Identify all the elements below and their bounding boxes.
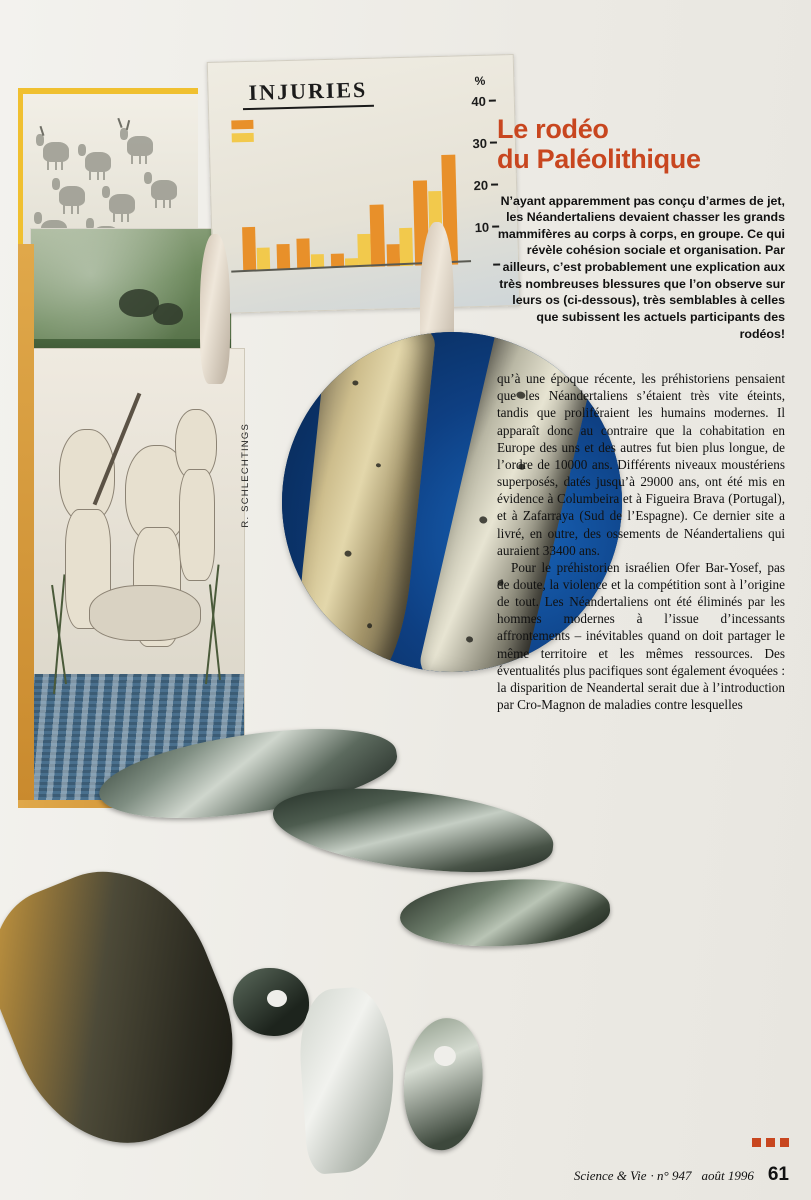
hunters-in-water-engraving	[28, 348, 245, 805]
page-number: 61	[767, 1164, 789, 1185]
injuries-chart	[207, 54, 520, 314]
chart-legend	[231, 120, 254, 147]
page-title	[497, 114, 785, 174]
title-line-1: Le rodéo	[497, 114, 609, 145]
chart-y-axis	[449, 73, 504, 264]
article-paragraph-1: qu’à une époque récente, les préhistoriens pensaient que les Néandertaliens s’étaient très vite éteints, tandis que proliféraient les humains modernes. Il apparaît donc au contraire que la cohabitation en Europe des uns et des autres fut bien plus longue, de l’ordre de 10000 ans. Différents niveaux moustériens superposés, datés jusqu’à 29000 ans, ont été mis en évidence à Columbeira et à Figueira Brava (Portugal), et à Zafarraya (Sud de l’Espagne). Ce dernier site a livré, en outre, des ossements de Néandertaliens qui auraient 33400 ans.	[497, 371, 785, 558]
flint-blade-3	[398, 873, 612, 953]
legend-swatch-orange	[231, 120, 253, 130]
chart-title: INJURIES	[242, 77, 373, 110]
page-footer	[574, 1164, 789, 1186]
pierced-pendant-1	[233, 968, 309, 1036]
flint-blade-2	[269, 777, 557, 882]
bar-orange-6	[370, 204, 386, 266]
bar-orange-1	[242, 227, 256, 270]
legend-swatch-yellow	[232, 133, 254, 143]
continuation-dots	[747, 1134, 789, 1152]
bar-yellow-5	[357, 234, 371, 267]
footer-magazine: Science & Vie	[573, 1168, 647, 1183]
bar-yellow-7	[399, 228, 413, 266]
large-ochre-blade	[0, 842, 263, 1174]
bar-orange-3	[296, 238, 310, 268]
ochre-vertical-bar	[18, 244, 34, 804]
y-tick-label-40: 40	[471, 93, 487, 110]
chart-plot-area	[234, 143, 455, 271]
article-body	[497, 370, 785, 713]
bar-yellow-1	[257, 247, 271, 269]
footer-issue: · n° 947	[650, 1168, 692, 1183]
y-tick-label-20: 20	[473, 177, 489, 194]
y-tick-label-10: 10	[474, 219, 490, 236]
bone-point	[296, 985, 401, 1175]
y-axis-label: %	[474, 73, 486, 89]
y-tick-label-30: 30	[472, 135, 488, 152]
article-column	[497, 96, 785, 713]
footer-date: août 1996	[701, 1168, 754, 1183]
statue-figure-left	[200, 234, 230, 384]
article-paragraph-2: Pour le préhistorien israélien Ofer Bar-Yosef, pas de doute, la violence et la compétition sont à l’origine de tout. Les Néandertaliens ont été éliminés par les hommes modernes à l’issue d’incessants affrontements – inévitables quand on doit partager le même territoire et les mêmes ressources. Des éventualités plus pacifiques sont également évoquées : la disparition de Neandertal serait due à l’introduction par Cro-Magnon de maladies contre lesquelles	[497, 559, 785, 713]
photo-credit: R. SCHLECHTINGS	[240, 423, 251, 528]
title-line-2: du Paléolithique	[497, 144, 701, 175]
standfirst: N’ayant apparemment pas conçu d’armes de jet, les Néandertaliens devaient chasser les grands mammifères au corps à corps, en groupe. Ce qui révèle cohésion sociale et organisation. Par ailleurs, c’est probablement une explication aux très nombreuses blessures que l’on observe sur leurs os (ci-dessous), très semblables à celles que subissent les actuels participants des rodéos!	[497, 193, 785, 341]
bar-orange-2	[277, 244, 291, 269]
pierced-pendant-2	[395, 1013, 491, 1155]
